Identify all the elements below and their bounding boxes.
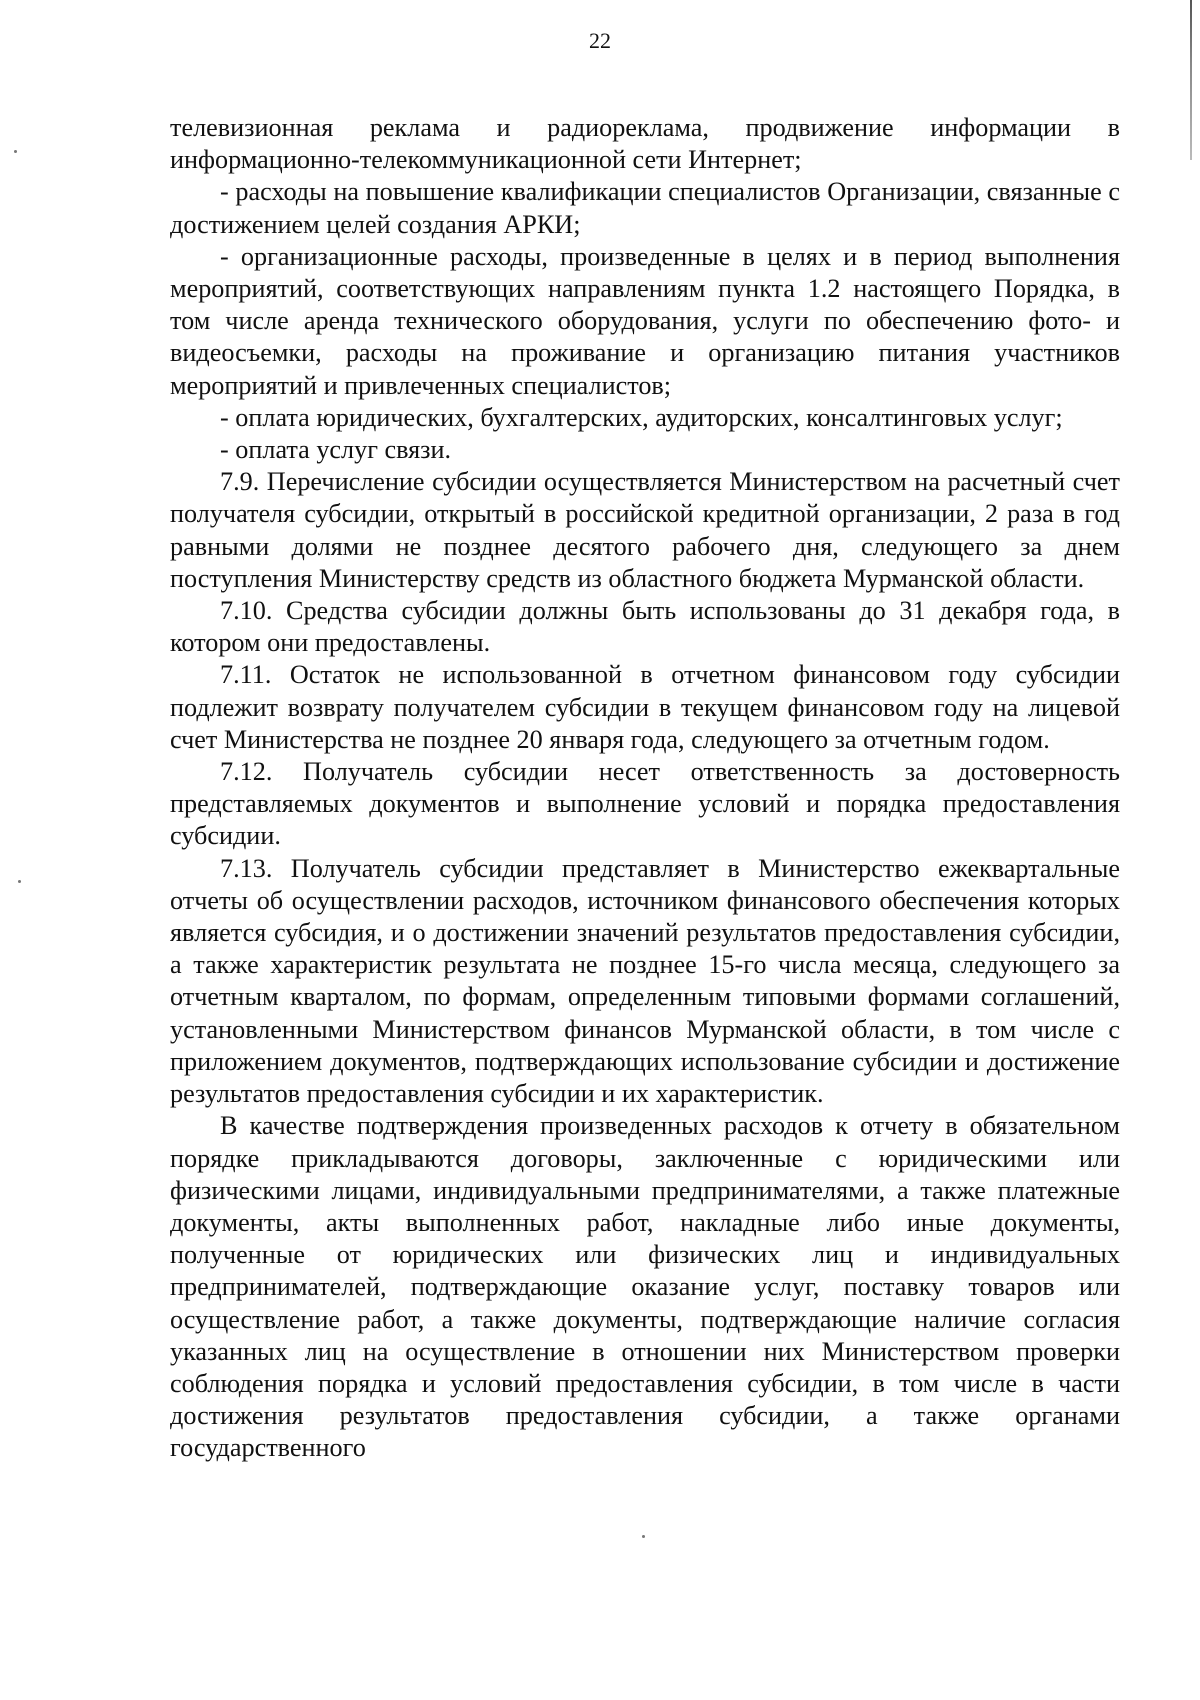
paragraph: телевизионная реклама и радиореклама, продвижение информации в информационно-телекоммуникационной сети Интернет; bbox=[170, 113, 1120, 175]
paragraph: 7.12. Получатель субсидии несет ответственность за достоверность представляемых документов и выполнение условий и порядка предоставления субсидии. bbox=[170, 757, 1120, 851]
paragraph: - оплата юридических, бухгалтерских, аудиторских, консалтинговых услуг; bbox=[220, 402, 1063, 432]
scan-edge-mark bbox=[1190, 0, 1192, 160]
paragraph: - оплата услуг связи. bbox=[220, 435, 452, 465]
paragraph: 7.9. Перечисление субсидии осуществляется Министерством на расчетный счет получателя субсидии, открытый в российской кредитной организации, 2 раза в год равными долями не позднее десятого рабочего дня, следующего за днем поступления Министерству средств из областного бюджета Мурманской области. bbox=[170, 467, 1120, 593]
paragraph: 7.11. Остаток не использованной в отчетном финансовом году субсидии подлежит возврату получателем субсидии в текущем финансовом году на лицевой счет Министерства не позднее 20 января года, следующего за отчетным годом. bbox=[170, 660, 1120, 754]
document-body bbox=[170, 112, 1120, 1465]
scan-speck bbox=[18, 880, 21, 883]
scan-speck bbox=[14, 150, 17, 153]
paragraph: - организационные расходы, произведенные в целях и в период выполнения мероприятий, соответствующих направлениям пункта 1.2 настоящего Порядка, в том числе аренда технического оборудования, услуги по обеспечению фото- и видеосъемки, расходы на проживание и организацию питания участников мероприятий и привлеченных специалистов; bbox=[170, 241, 1120, 400]
paragraph: 7.10. Средства субсидии должны быть использованы до 31 декабря года, в котором они предоставлены. bbox=[170, 596, 1120, 658]
scan-speck bbox=[642, 1535, 645, 1538]
paragraph: - расходы на повышение квалификации специалистов Организации, связанные с достижением целей создания АРКИ; bbox=[170, 177, 1120, 239]
paragraph: 7.13. Получатель субсидии представляет в Министерство ежеквартальные отчеты об осуществлении расходов, источником финансового обеспечения которых является субсидия, и о достижении значений результатов предоставления субсидии, а также характеристик результата не позднее 15-го числа месяца, следующего за отчетным кварталом, по формам, определенным типовыми формами соглашений, установленными Министерством финансов Мурманской области, в том числе с приложением документов, подтверждающих использование субсидии и достижение результатов предоставления субсидии и их характеристик. bbox=[170, 853, 1120, 1109]
paragraph: В качестве подтверждения произведенных расходов к отчету в обязательном порядке прикладываются договоры, заключенные с юридическими или физическими лицами, индивидуальными предпринимателями, а также платежные документы, акты выполненных работ, накладные либо иные документы, полученные от юридических или физических лиц и индивидуальных предпринимателей, подтверждающие оказание услуг, поставку товаров или осуществление работ, а также документы, подтверждающие наличие согласия указанных лиц на осуществление в отношении них Министерством проверки соблюдения порядка и условий предоставления субсидии, в том числе в части достижения результатов предоставления субсидии, а также органами государственного bbox=[170, 1111, 1120, 1463]
page-number: 22 bbox=[589, 28, 611, 53]
